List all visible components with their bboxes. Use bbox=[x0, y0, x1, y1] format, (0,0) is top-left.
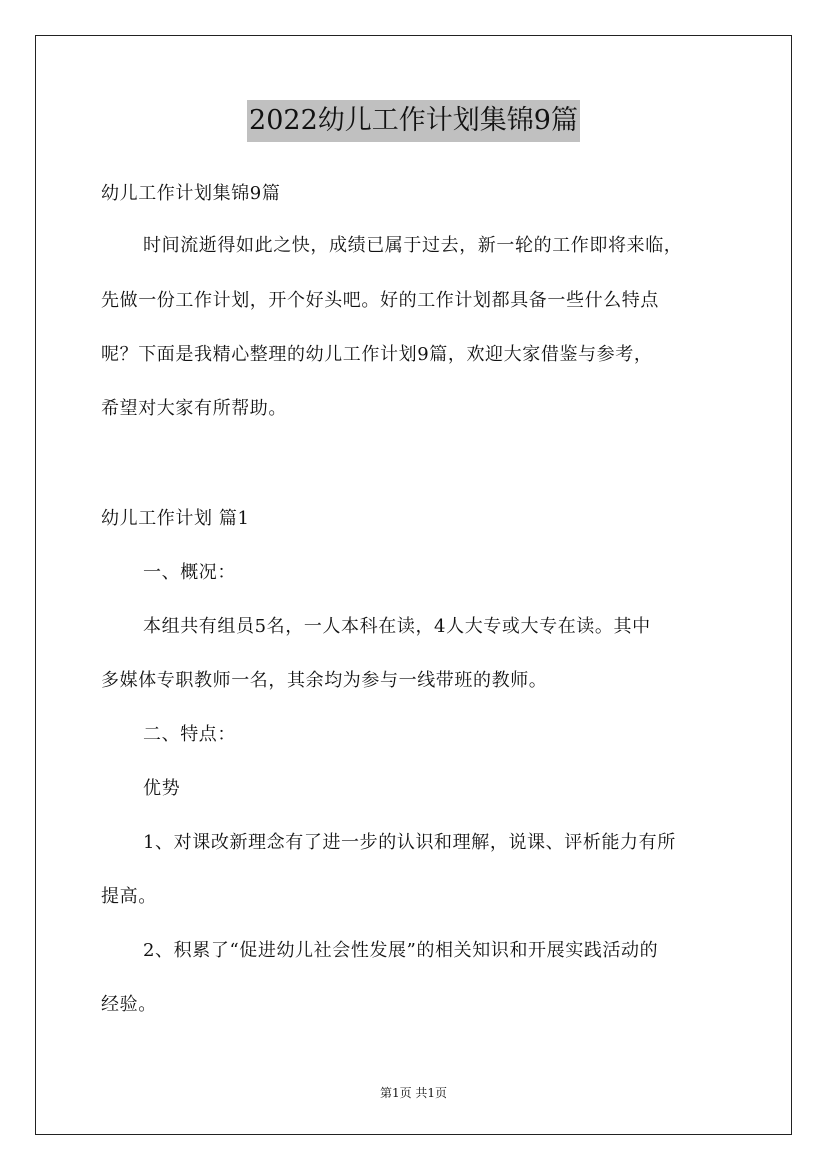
intro-line-2: 先做一份工作计划，开个好头吧。好的工作计划都具备一些什么特点 bbox=[101, 290, 659, 311]
intro-line-4: 希望对大家有所帮助。 bbox=[101, 398, 287, 419]
intro-line-3: 呢？下面是我精心整理的幼儿工作计划9篇，欢迎大家借鉴与参考， bbox=[101, 344, 653, 365]
section-heading: 幼儿工作计划 篇1 bbox=[101, 508, 250, 529]
document-title: 2022幼儿工作计划集锦9篇 bbox=[247, 100, 580, 142]
intro-line-1: 时间流逝得如此之快，成绩已属于过去，新一轮的工作即将来临， bbox=[143, 235, 683, 256]
title-container bbox=[0, 100, 827, 142]
features-heading: 二、特点： bbox=[143, 724, 236, 745]
overview-line-2: 多媒体专职教师一名，其余均为参与一线带班的教师。 bbox=[101, 670, 548, 691]
advantage-heading: 优势 bbox=[143, 778, 181, 799]
overview-heading: 一、概况： bbox=[143, 562, 236, 583]
item1-line-1: 1、对课改新理念有了进一步的认识和理解，说课、评析能力有所 bbox=[143, 832, 676, 853]
page-number: 第1页 共1页 bbox=[379, 1086, 448, 1100]
item2-line-2: 经验。 bbox=[101, 994, 157, 1015]
item2-line-1: 2、积累了“促进幼儿社会性发展”的相关知识和开展实践活动的 bbox=[143, 940, 659, 961]
overview-line-1: 本组共有组员5名，一人本科在读，4人大专或大专在读。其中 bbox=[143, 616, 651, 637]
item1-line-2: 提高。 bbox=[101, 886, 157, 907]
document-subtitle: 幼儿工作计划集锦9篇 bbox=[101, 183, 281, 204]
